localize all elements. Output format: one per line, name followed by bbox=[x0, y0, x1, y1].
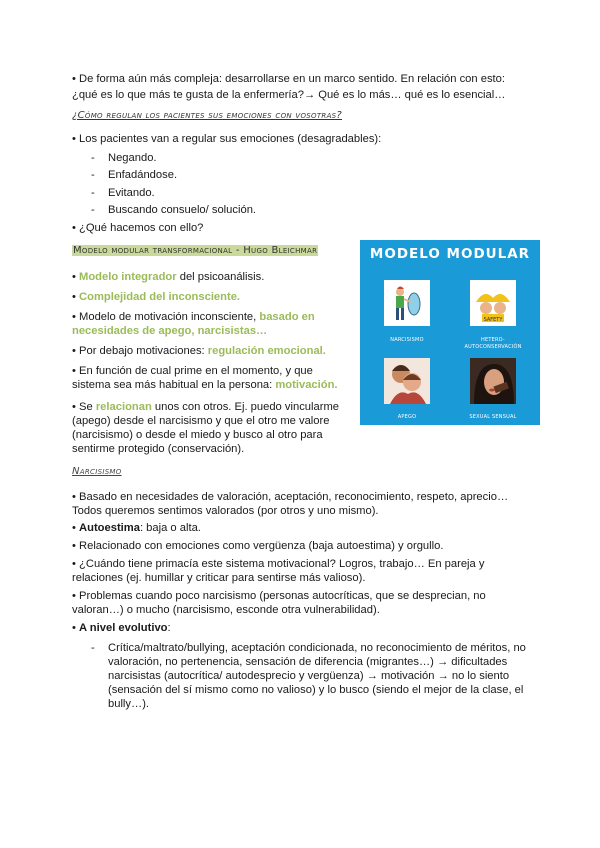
label-apego: APEGO bbox=[397, 414, 417, 420]
list-item: Negando. bbox=[108, 152, 157, 164]
modular-bullet-6-line-2: (apego) desde el narcisismo y que el otro me valore bbox=[72, 415, 330, 427]
label-hetero: HETERO- AUTOCONSERVACIÓN bbox=[464, 337, 522, 350]
modular-bullet-5-line-1: • En función de cual prime en el momento, y que bbox=[72, 365, 313, 377]
dash-bullet: - bbox=[91, 169, 95, 181]
modular-bullet-4: • Por debajo motivaciones: regulación emocional. bbox=[72, 345, 326, 357]
dash-bullet: - bbox=[91, 642, 95, 654]
label-sexual: SEXUAL SENSUAL bbox=[469, 414, 517, 420]
narcisismo-p1-line-2: Todos queremos sentimos valorados (por otros y uno mismo). bbox=[72, 505, 379, 517]
evolutivo-line-2: valoración, no pertenencia, sensación de diferencia (migrantes…) → dificultades bbox=[108, 656, 508, 668]
modular-bullet-2: • Complejidad del inconsciente. bbox=[72, 291, 241, 303]
modular-bullet-5-line-2: sistema sea más habitual en la persona: motivación. bbox=[72, 379, 338, 391]
narcisismo-p4-line-1: • ¿Cuándo tiene primacía este sistema motivacional? Logros, trabajo… En pareja y bbox=[72, 558, 485, 570]
intro-line-2: ¿qué es lo que más te gusta de la enfermería?→ Qué es lo más… qué es lo esencial… bbox=[72, 89, 506, 101]
evolutivo-line-5: bully…). bbox=[108, 698, 150, 710]
section-heading-regulation: ¿Cómo regulan los pacientes sus emociones con vosotras? bbox=[72, 110, 343, 121]
narcisismo-p1-line-1: • Basado en necesidades de valoración, aceptación, reconocimiento, respeto, aprecio… bbox=[72, 491, 509, 503]
modular-bullet-3-line-1: • Modelo de motivación inconsciente, basado en bbox=[72, 311, 315, 323]
narcisismo-p4-line-2: relaciones (ej. humillar y criticar para sentirse más valioso). bbox=[72, 572, 366, 584]
sensual-icon bbox=[470, 358, 516, 404]
modular-bullet-1: • Modelo integrador del psicoanálisis. bbox=[72, 271, 265, 283]
section-heading-modular: Modelo modular transformacional - Hugo Bleichmar bbox=[73, 245, 318, 256]
narcisismo-p6: • A nivel evolutivo: bbox=[72, 622, 171, 634]
regulation-question: • ¿Qué hacemos con ello? bbox=[72, 222, 204, 234]
modular-bullet-6-line-3: (narcisismo) o desde el miedo y busco al otro para bbox=[72, 429, 323, 441]
section-heading-narcisismo: Narcisismo bbox=[72, 466, 122, 477]
intro-line-1: • De forma aún más compleja: desarrollarse en un marco sentido. En relación con esto: bbox=[72, 73, 505, 85]
modelo-modular-image bbox=[360, 240, 540, 425]
evolutivo-line-1: Crítica/maltrato/bullying, aceptación condicionada, no reconocimiento de méritos, no bbox=[108, 642, 526, 654]
attachment-icon bbox=[384, 358, 430, 404]
modular-bullet-6-line-1: • Se relacionan unos con otros. Ej. puedo vincularme bbox=[72, 401, 339, 413]
dash-bullet: - bbox=[91, 187, 95, 199]
evolutivo-line-3: narcisistas (autocrítica/ autodesprecio y vergüenza) → motivación → no lo siento bbox=[108, 670, 510, 682]
helmet-icon bbox=[470, 280, 516, 326]
list-item: Enfadándose. bbox=[108, 169, 178, 181]
list-item: Buscando consuelo/ solución. bbox=[108, 204, 257, 216]
narcisismo-p5-line-1: • Problemas cuando poco narcisismo (personas autocríticas, que se desprecian, no bbox=[72, 590, 486, 602]
modular-bullet-6-line-4: sentirme protegido (conservación). bbox=[72, 443, 245, 455]
narcisismo-p2: • Autoestima: baja o alta. bbox=[72, 522, 201, 534]
label-narcisismo: NARCISISMO bbox=[390, 337, 424, 343]
modular-bullet-3-line-2: necesidades de apego, narcisistas… bbox=[72, 325, 268, 337]
narcissism-icon bbox=[384, 280, 430, 326]
helmet-safety-text: SAFETY bbox=[483, 317, 503, 323]
evolutivo-line-4: (sensación del sí mismo como no valioso) y lo busco (siendo el mejor de la clase, el bbox=[108, 684, 524, 696]
dash-bullet: - bbox=[91, 204, 95, 216]
narcisismo-p3: • Relacionado con emociones como vergüenza (baja autoestima) y orgullo. bbox=[72, 540, 444, 552]
dash-bullet: - bbox=[91, 152, 95, 164]
list-item: Evitando. bbox=[108, 187, 155, 199]
regulation-lead: • Los pacientes van a regular sus emociones (desagradables): bbox=[72, 133, 382, 145]
narcisismo-p5-line-2: valoran…) o mucho (narcisismo, esconde otra vulnerabilidad). bbox=[72, 604, 380, 616]
image-title: MODELO MODULAR bbox=[369, 246, 531, 262]
